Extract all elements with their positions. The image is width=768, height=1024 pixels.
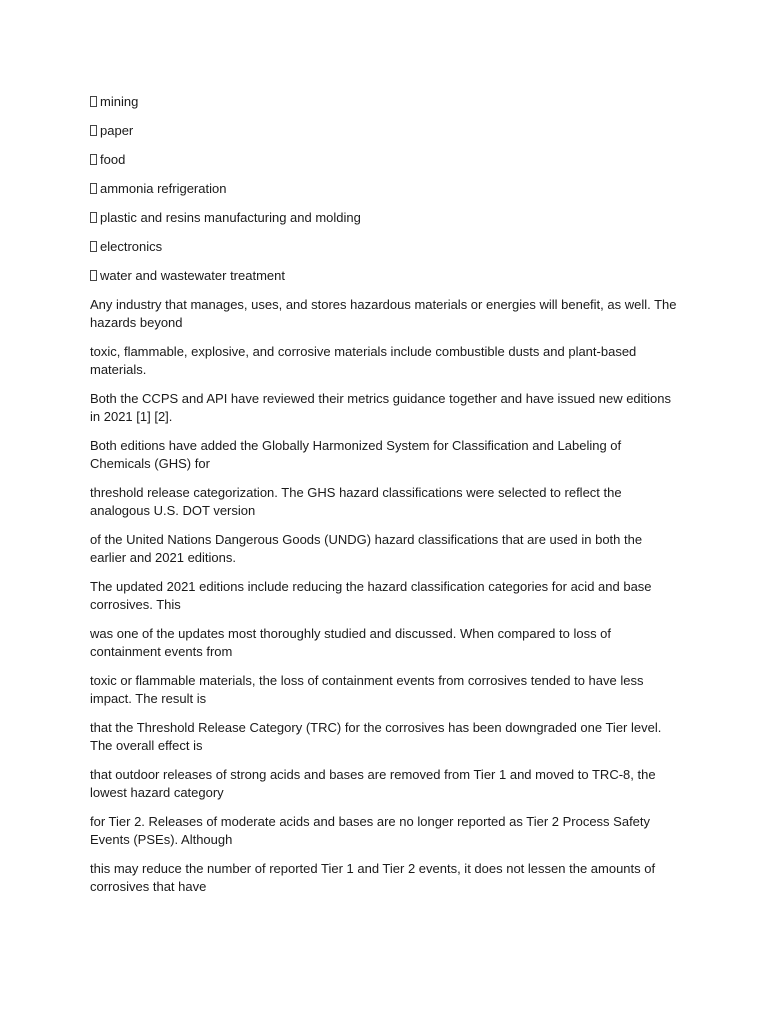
missing-glyph-icon	[90, 270, 97, 281]
missing-glyph-icon	[90, 154, 97, 165]
list-item-text: food	[100, 152, 126, 167]
paragraph: of the United Nations Dangerous Goods (UNDG) hazard classifications that are used in both the earlier and 2021 editions.	[90, 532, 643, 565]
paragraph: this may reduce the number of reported Tier 1 and Tier 2 events, it does not lessen the amounts of corrosives that have	[90, 861, 656, 894]
industry-bullet-list	[90, 93, 678, 285]
missing-glyph-icon	[90, 183, 97, 194]
list-item	[90, 267, 678, 285]
paragraph: for Tier 2. Releases of moderate acids and bases are no longer reported as Tier 2 Process Safety Events (PSEs). Although	[90, 814, 651, 847]
list-item	[90, 93, 678, 111]
list-item	[90, 122, 678, 140]
missing-glyph-icon	[90, 212, 97, 223]
paragraph: toxic or flammable materials, the loss of containment events from corrosives tended to have less impact. The result is	[90, 673, 644, 706]
list-item-text: paper	[100, 123, 134, 138]
list-item-text: plastic and resins manufacturing and molding	[100, 210, 361, 225]
missing-glyph-icon	[90, 241, 97, 252]
paragraph: Both the CCPS and API have reviewed their metrics guidance together and have issued new editions in 2021 [1] [2].	[90, 391, 672, 424]
list-item-text: water and wastewater treatment	[100, 268, 285, 283]
missing-glyph-icon	[90, 125, 97, 136]
list-item-text: ammonia refrigeration	[100, 181, 227, 196]
missing-glyph-icon	[90, 96, 97, 107]
list-item	[90, 209, 678, 227]
paragraph: that the Threshold Release Category (TRC) for the corrosives has been downgraded one Tier level. The overall effect is	[90, 720, 662, 753]
list-item-text: electronics	[100, 239, 163, 254]
paragraph: threshold release categorization. The GHS hazard classifications were selected to reflect the analogous U.S. DOT version	[90, 485, 622, 518]
list-item	[90, 151, 678, 169]
paragraph: Both editions have added the Globally Harmonized System for Classification and Labeling of Chemicals (GHS) for	[90, 438, 622, 471]
paragraph: The updated 2021 editions include reducing the hazard classification categories for acid and base corrosives. This	[90, 579, 652, 612]
list-item	[90, 238, 678, 256]
paragraph: was one of the updates most thoroughly studied and discussed. When compared to loss of containment events from	[90, 626, 612, 659]
list-item	[90, 180, 678, 198]
paragraph: Any industry that manages, uses, and stores hazardous materials or energies will benefit, as well. The hazards beyond	[90, 297, 677, 330]
paragraph: toxic, flammable, explosive, and corrosive materials include combustible dusts and plant-based materials.	[90, 344, 637, 377]
list-item-text: mining	[100, 94, 139, 109]
paragraph: that outdoor releases of strong acids and bases are removed from Tier 1 and moved to TRC-8, the lowest hazard category	[90, 767, 656, 800]
